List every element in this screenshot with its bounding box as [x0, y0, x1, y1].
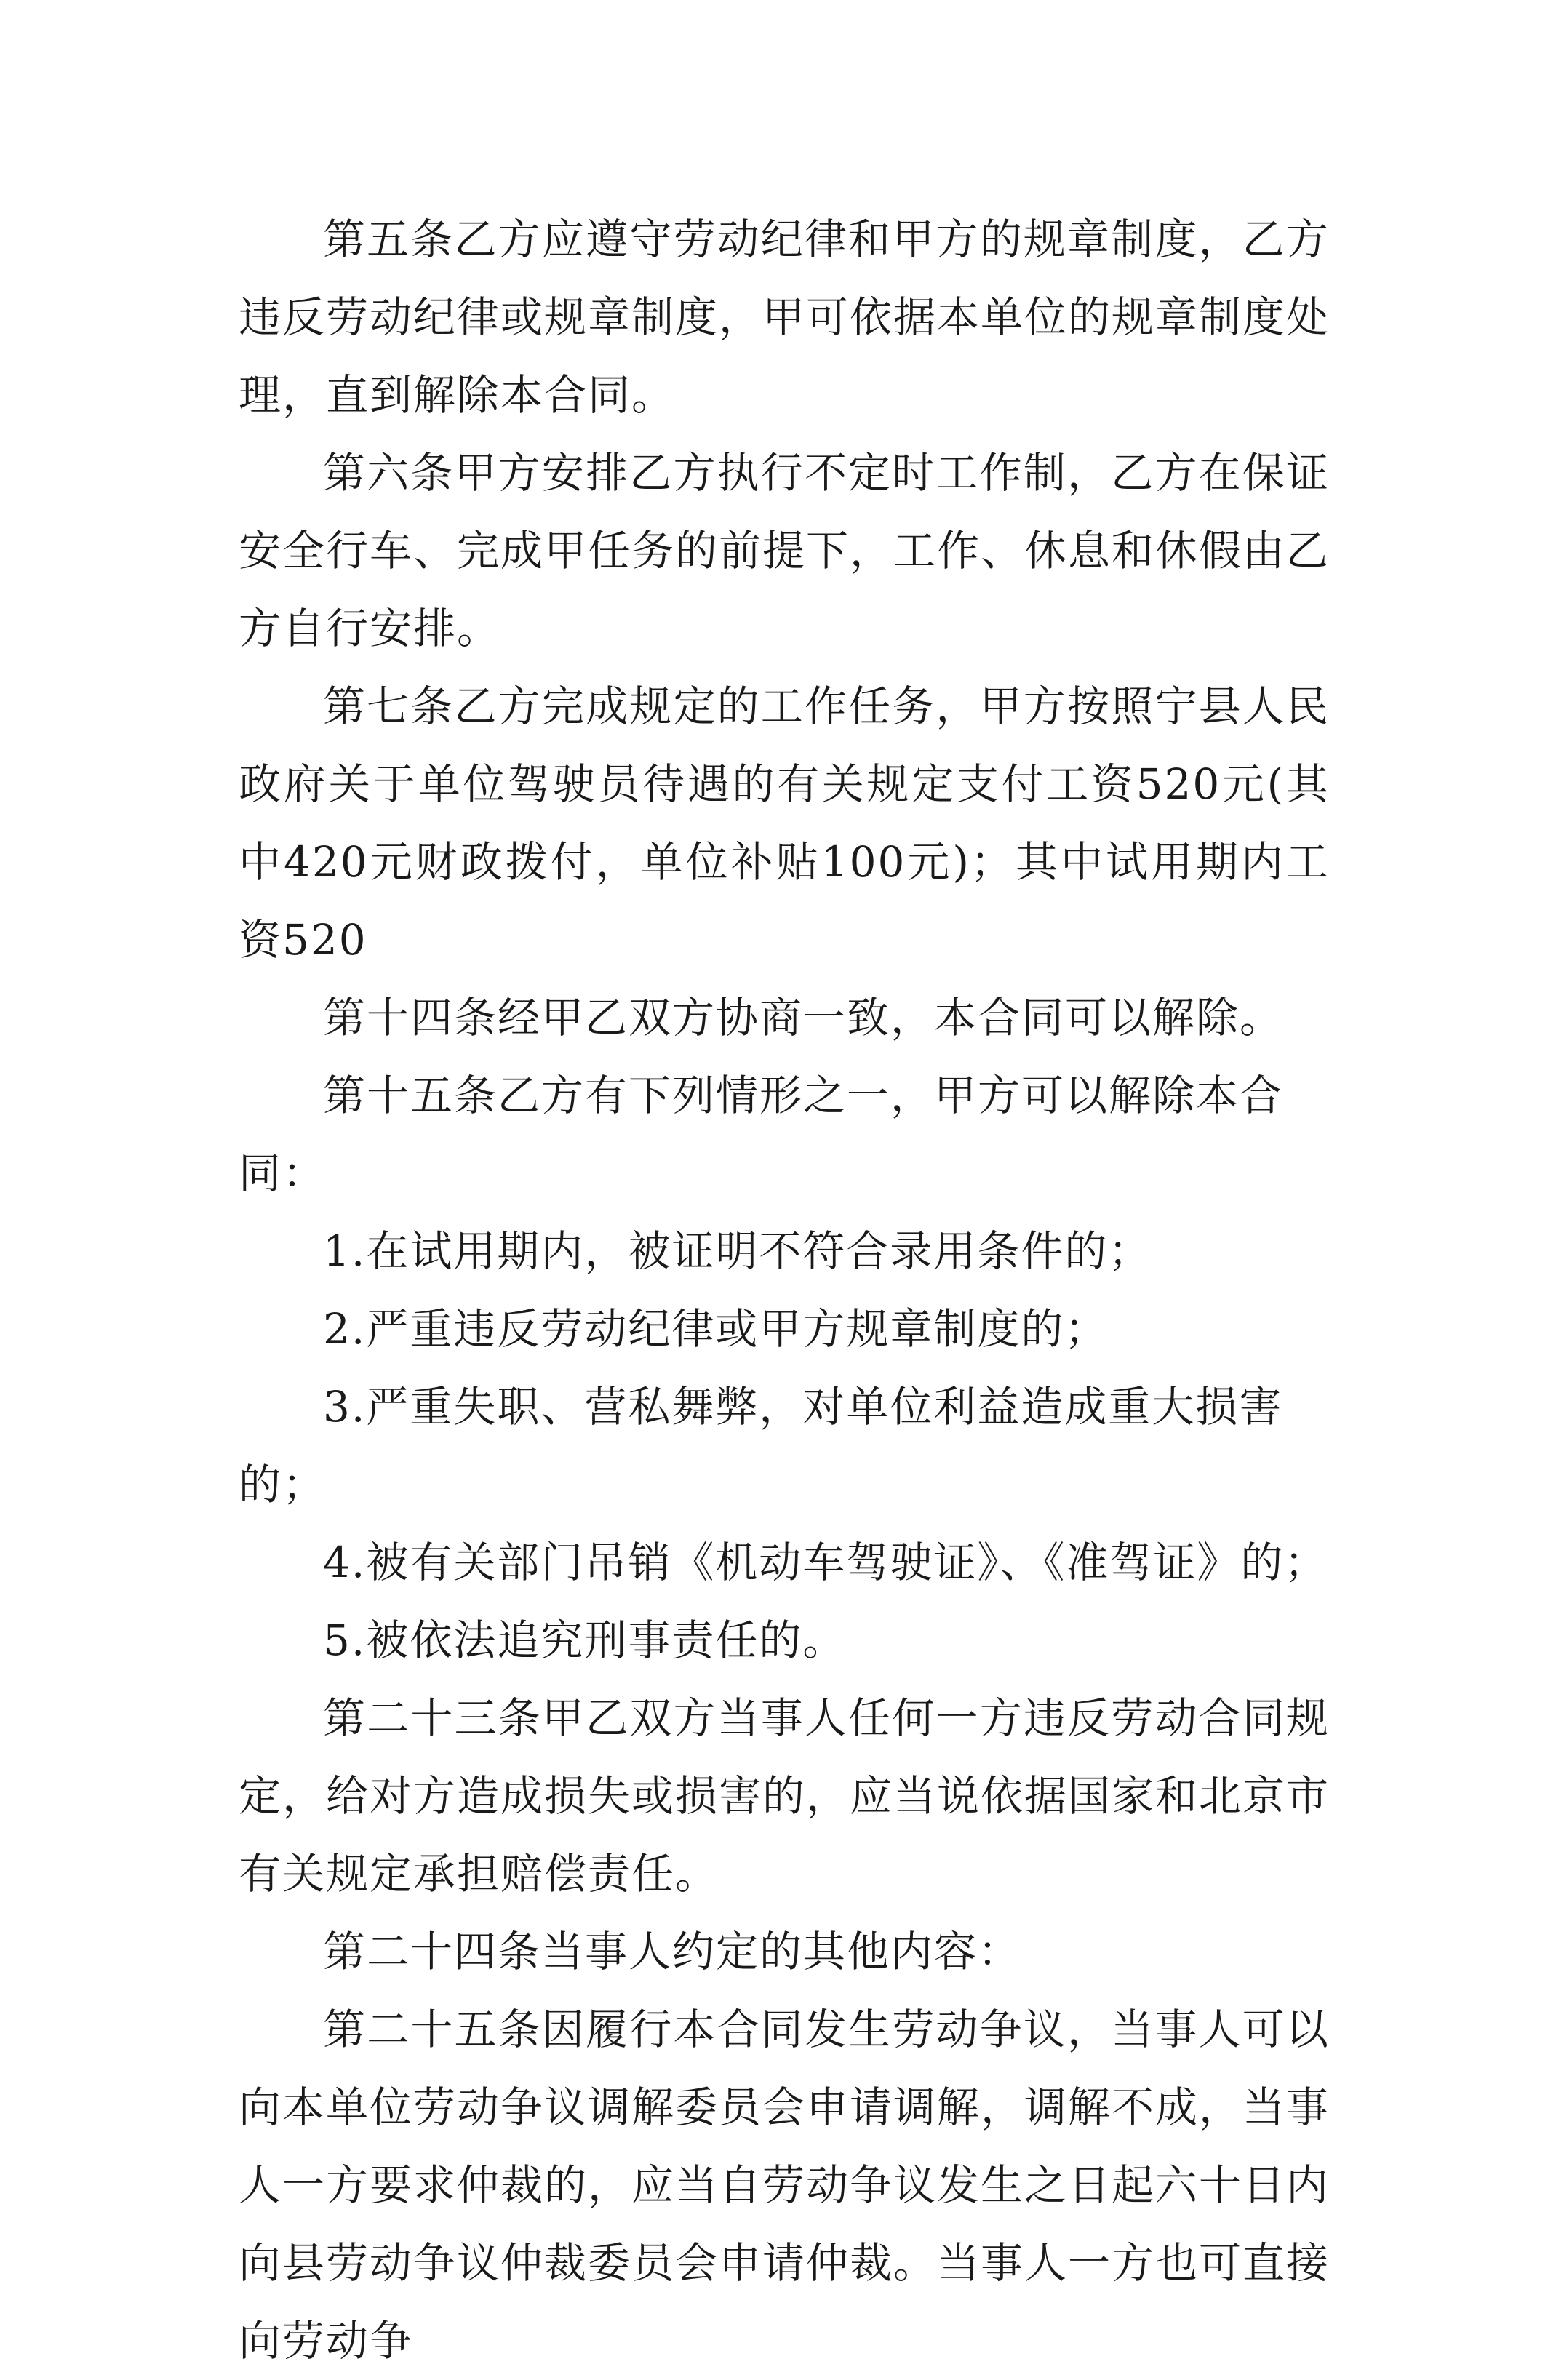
clause-23: 第二十三条甲乙双方当事人任何一方违反劳动合同规定，给对方造成损失或损害的，应当说依据国家和北京市有关规定承担赔偿责任。: [239, 1693, 1330, 1898]
clause-15-item-3: 3.严重失职、营私舞弊，对单位利益造成重大损害的；: [239, 1382, 1283, 1509]
clause-6: 第六条甲方安排乙方执行不定时工作制，乙方在保证安全行车、完成甲任务的前提下，工作、休息和休假由乙方自行安排。: [239, 448, 1330, 653]
document-body: [239, 201, 1330, 2380]
clause-15: 第十五条乙方有下列情形之一，甲方可以解除本合同：: [239, 1071, 1284, 1198]
clause-24: 第二十四条当事人约定的其他内容：: [323, 1927, 1022, 1976]
clause-15-item-1: 1.在试用期内，被证明不符合录用条件的；: [323, 1226, 1152, 1276]
clause-5: 第五条乙方应遵守劳动纪律和甲方的规章制度，乙方违反劳动纪律或规章制度，甲可依据本单位的规章制度处理，直到解除本合同。: [239, 215, 1330, 420]
clause-7: 第七条乙方完成规定的工作任务，甲方按照宁县人民政府关于单位驾驶员待遇的有关规定支付工资520元(其中420元财政拨付，单位补贴100元)；其中试用期内工资520: [239, 682, 1330, 965]
clause-15-item-5: 5.被依法追究刑事责任的。: [323, 1616, 847, 1665]
clause-14: 第十四条经甲乙双方协商一致，本合同可以解除。: [323, 993, 1284, 1042]
clause-15-item-2: 2.严重违反劳动纪律或甲方规章制度的；: [323, 1304, 1109, 1354]
clause-15-item-4: 4.被有关部门吊销《机动车驾驶证》、《准驾证》的；: [323, 1538, 1328, 1587]
clause-25: 第二十五条因履行本合同发生劳动争议，当事人可以向本单位劳动争议调解委员会申请调解，调解不成，当事人一方要求仲裁的，应当自劳动争议发生之日起六十日内向县劳动争议仲裁委员会申请仲裁。当事人一方也可直接向劳动争: [239, 2005, 1330, 2365]
